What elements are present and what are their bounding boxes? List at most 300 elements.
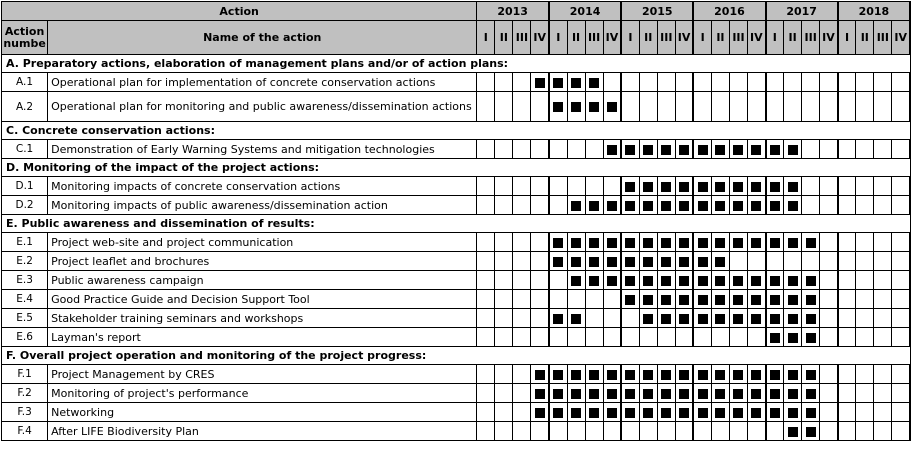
quarter-cell [802, 328, 820, 347]
section-row [2, 122, 911, 140]
activity-marker [607, 408, 617, 418]
quarter-cell [567, 271, 585, 290]
activity-marker [788, 427, 798, 437]
activity-marker [589, 389, 599, 399]
activity-marker [535, 408, 545, 418]
quarter-cell [802, 384, 820, 403]
quarter-cell [693, 92, 711, 122]
quarter-cell [603, 177, 621, 196]
quarter-cell [784, 92, 802, 122]
quarter-cell [711, 290, 729, 309]
quarter-cell [856, 328, 874, 347]
quarter-cell [693, 177, 711, 196]
quarter-cell [567, 403, 585, 422]
quarter-cell [495, 196, 513, 215]
activity-marker [751, 389, 761, 399]
activity-marker [806, 333, 816, 343]
quarter-cell [513, 177, 531, 196]
quarter-cell [657, 73, 675, 92]
activity-marker [571, 314, 581, 324]
activity-marker [733, 201, 743, 211]
quarter-cell [657, 403, 675, 422]
quarter-cell [657, 196, 675, 215]
quarter-cell [748, 252, 766, 271]
quarter-cell [729, 140, 747, 159]
activity-marker [751, 295, 761, 305]
activity-marker [751, 314, 761, 324]
quarter-cell [603, 92, 621, 122]
quarter-cell [603, 252, 621, 271]
activity-marker [625, 145, 635, 155]
quarter-header: I [766, 21, 784, 55]
activity-marker [625, 201, 635, 211]
action-code: E.5 [2, 309, 48, 328]
quarter-cell [675, 309, 693, 328]
quarter-cell [513, 422, 531, 441]
activity-marker [589, 257, 599, 267]
activity-marker [698, 238, 708, 248]
quarter-cell [621, 422, 639, 441]
quarter-cell [802, 422, 820, 441]
header-row-quarters [2, 21, 911, 55]
quarter-cell [477, 177, 495, 196]
action-row [2, 290, 911, 309]
quarter-cell [802, 92, 820, 122]
quarter-cell [585, 177, 603, 196]
quarter-cell [639, 252, 657, 271]
action-row [2, 309, 911, 328]
quarter-cell [820, 140, 838, 159]
quarter-cell [874, 73, 892, 92]
activity-marker [679, 389, 689, 399]
quarter-cell [495, 403, 513, 422]
quarter-cell [549, 403, 567, 422]
quarter-cell [784, 73, 802, 92]
activity-marker [698, 295, 708, 305]
activity-marker [679, 182, 689, 192]
action-name: Monitoring impacts of concrete conservation actions [48, 177, 477, 196]
quarter-cell [603, 271, 621, 290]
quarter-cell [639, 403, 657, 422]
quarter-cell [711, 271, 729, 290]
quarter-cell [675, 252, 693, 271]
quarter-cell [621, 403, 639, 422]
quarter-cell [784, 422, 802, 441]
quarter-cell [784, 365, 802, 384]
quarter-cell [802, 196, 820, 215]
quarter-cell [639, 233, 657, 252]
activity-marker [806, 276, 816, 286]
activity-marker [770, 295, 780, 305]
quarter-cell [766, 177, 784, 196]
quarter-header: IV [748, 21, 766, 55]
quarter-cell [603, 365, 621, 384]
quarter-cell [856, 233, 874, 252]
quarter-cell [874, 384, 892, 403]
activity-marker [715, 295, 725, 305]
activity-marker [607, 201, 617, 211]
quarter-cell [820, 309, 838, 328]
quarter-cell [748, 177, 766, 196]
quarter-cell [838, 73, 856, 92]
action-row [2, 177, 911, 196]
activity-marker [661, 295, 671, 305]
quarter-header: II [495, 21, 513, 55]
action-name: Operational plan for implementation of concrete conservation actions [48, 73, 477, 92]
activity-marker [806, 295, 816, 305]
activity-marker [751, 145, 761, 155]
quarter-cell [549, 233, 567, 252]
quarter-cell [639, 92, 657, 122]
quarter-cell [477, 271, 495, 290]
quarter-cell [766, 196, 784, 215]
quarter-header: II [567, 21, 585, 55]
activity-marker [698, 182, 708, 192]
quarter-cell [711, 384, 729, 403]
quarter-cell [513, 403, 531, 422]
quarter-cell [892, 328, 910, 347]
quarter-cell [639, 271, 657, 290]
quarter-cell [856, 365, 874, 384]
quarter-cell [766, 328, 784, 347]
activity-marker [770, 389, 780, 399]
quarter-cell [784, 309, 802, 328]
quarter-cell [675, 177, 693, 196]
action-name: Project leaflet and brochures [48, 252, 477, 271]
quarter-cell [820, 73, 838, 92]
quarter-cell [820, 290, 838, 309]
quarter-cell [621, 233, 639, 252]
activity-marker [535, 78, 545, 88]
quarter-cell [531, 384, 549, 403]
activity-marker [607, 370, 617, 380]
quarter-cell [856, 271, 874, 290]
activity-marker [788, 145, 798, 155]
action-code: F.4 [2, 422, 48, 441]
quarter-cell [657, 252, 675, 271]
action-name: Good Practice Guide and Decision Support Tool [48, 290, 477, 309]
activity-marker [715, 370, 725, 380]
quarter-header: I [549, 21, 567, 55]
quarter-cell [585, 233, 603, 252]
activity-marker [788, 201, 798, 211]
section-row [2, 55, 911, 73]
quarter-cell [856, 403, 874, 422]
quarter-cell [567, 177, 585, 196]
quarter-cell [693, 384, 711, 403]
activity-marker [643, 408, 653, 418]
quarter-cell [838, 384, 856, 403]
quarter-cell [729, 92, 747, 122]
quarter-cell [874, 290, 892, 309]
activity-marker [643, 276, 653, 286]
quarter-cell [784, 140, 802, 159]
activity-marker [733, 145, 743, 155]
quarter-cell [621, 177, 639, 196]
action-row [2, 403, 911, 422]
action-code: D.1 [2, 177, 48, 196]
quarter-cell [748, 290, 766, 309]
quarter-cell [495, 365, 513, 384]
quarter-cell [711, 403, 729, 422]
activity-marker [589, 78, 599, 88]
quarter-cell [513, 309, 531, 328]
action-code: E.4 [2, 290, 48, 309]
quarter-cell [838, 177, 856, 196]
quarter-cell [495, 290, 513, 309]
quarter-cell [477, 328, 495, 347]
quarter-cell [495, 422, 513, 441]
quarter-cell [585, 403, 603, 422]
activity-marker [698, 389, 708, 399]
quarter-cell [784, 233, 802, 252]
quarter-cell [657, 92, 675, 122]
quarter-cell [513, 252, 531, 271]
action-code: F.3 [2, 403, 48, 422]
activity-marker [806, 314, 816, 324]
quarter-cell [784, 252, 802, 271]
activity-marker [715, 389, 725, 399]
quarter-cell [621, 309, 639, 328]
quarter-cell [729, 309, 747, 328]
quarter-cell [729, 196, 747, 215]
activity-marker [806, 389, 816, 399]
quarter-cell [693, 252, 711, 271]
quarter-cell [621, 252, 639, 271]
quarter-header: IV [675, 21, 693, 55]
quarter-cell [892, 384, 910, 403]
quarter-cell [567, 140, 585, 159]
activity-marker [553, 408, 563, 418]
quarter-cell [567, 196, 585, 215]
quarter-cell [838, 140, 856, 159]
quarter-cell [549, 384, 567, 403]
activity-marker [661, 370, 671, 380]
action-header: Action [2, 2, 477, 21]
quarter-cell [784, 290, 802, 309]
activity-marker [643, 201, 653, 211]
activity-marker [770, 333, 780, 343]
activity-marker [571, 389, 581, 399]
section-title: C. Concrete conservation actions: [2, 122, 911, 140]
activity-marker [553, 257, 563, 267]
quarter-cell [693, 422, 711, 441]
quarter-cell [838, 422, 856, 441]
action-name: Stakeholder training seminars and workshops [48, 309, 477, 328]
quarter-cell [766, 140, 784, 159]
action-code: A.1 [2, 73, 48, 92]
quarter-cell [892, 233, 910, 252]
quarter-cell [711, 252, 729, 271]
activity-marker [751, 370, 761, 380]
action-row [2, 384, 911, 403]
quarter-cell [675, 140, 693, 159]
quarter-cell [477, 384, 495, 403]
activity-marker [589, 276, 599, 286]
quarter-cell [693, 309, 711, 328]
quarter-cell [802, 290, 820, 309]
quarter-cell [585, 252, 603, 271]
activity-marker [661, 389, 671, 399]
quarter-header: II [856, 21, 874, 55]
quarter-cell [856, 140, 874, 159]
quarter-cell [495, 73, 513, 92]
activity-marker [661, 145, 671, 155]
quarter-header: III [657, 21, 675, 55]
activity-marker [806, 427, 816, 437]
quarter-cell [748, 233, 766, 252]
quarter-cell [513, 196, 531, 215]
action-name: Networking [48, 403, 477, 422]
quarter-cell [838, 271, 856, 290]
quarter-header: III [874, 21, 892, 55]
quarter-cell [820, 196, 838, 215]
activity-marker [661, 238, 671, 248]
activity-marker [643, 370, 653, 380]
section-row [2, 347, 911, 365]
activity-marker [733, 238, 743, 248]
quarter-cell [495, 233, 513, 252]
activity-marker [679, 408, 689, 418]
activity-marker [806, 238, 816, 248]
quarter-cell [495, 384, 513, 403]
quarter-header: I [838, 21, 856, 55]
quarter-cell [874, 177, 892, 196]
activity-marker [661, 257, 671, 267]
quarter-cell [513, 92, 531, 122]
activity-marker [643, 145, 653, 155]
quarter-cell [567, 365, 585, 384]
activity-marker [607, 145, 617, 155]
quarter-cell [874, 328, 892, 347]
quarter-cell [892, 196, 910, 215]
quarter-cell [892, 92, 910, 122]
section-title: A. Preparatory actions, elaboration of management plans and/or of action plans: [2, 55, 911, 73]
action-code: E.1 [2, 233, 48, 252]
quarter-cell [603, 403, 621, 422]
activity-marker [679, 257, 689, 267]
quarter-cell [549, 140, 567, 159]
activity-marker [625, 238, 635, 248]
year-header: 2014 [549, 2, 621, 21]
activity-marker [679, 370, 689, 380]
quarter-cell [603, 309, 621, 328]
header-row-years [2, 2, 911, 21]
activity-marker [607, 102, 617, 112]
activity-marker [733, 182, 743, 192]
activity-marker [643, 314, 653, 324]
quarter-cell [639, 422, 657, 441]
quarter-cell [477, 92, 495, 122]
quarter-cell [874, 196, 892, 215]
activity-marker [589, 201, 599, 211]
quarter-cell [784, 271, 802, 290]
quarter-header: I [693, 21, 711, 55]
year-header: 2017 [766, 2, 838, 21]
quarter-cell [657, 328, 675, 347]
quarter-cell [711, 365, 729, 384]
quarter-cell [639, 196, 657, 215]
quarter-cell [567, 252, 585, 271]
quarter-header: II [639, 21, 657, 55]
quarter-cell [513, 73, 531, 92]
activity-marker [715, 238, 725, 248]
activity-marker [751, 408, 761, 418]
activity-marker [571, 408, 581, 418]
activity-marker [770, 201, 780, 211]
quarter-cell [477, 252, 495, 271]
activity-marker [788, 389, 798, 399]
quarter-cell [585, 422, 603, 441]
action-name: Monitoring impacts of public awareness/dissemination action [48, 196, 477, 215]
quarter-cell [603, 73, 621, 92]
quarter-cell [729, 271, 747, 290]
activity-marker [643, 295, 653, 305]
activity-marker [770, 276, 780, 286]
quarter-cell [639, 73, 657, 92]
quarter-cell [874, 140, 892, 159]
quarter-cell [748, 422, 766, 441]
quarter-cell [585, 92, 603, 122]
quarter-cell [675, 422, 693, 441]
activity-marker [679, 295, 689, 305]
quarter-cell [838, 92, 856, 122]
quarter-header: IV [603, 21, 621, 55]
quarter-cell [856, 177, 874, 196]
activity-marker [553, 389, 563, 399]
quarter-cell [621, 328, 639, 347]
activity-marker [698, 201, 708, 211]
quarter-cell [513, 290, 531, 309]
quarter-cell [820, 252, 838, 271]
quarter-header: III [513, 21, 531, 55]
quarter-cell [892, 177, 910, 196]
activity-marker [715, 257, 725, 267]
quarter-cell [477, 140, 495, 159]
quarter-header: IV [820, 21, 838, 55]
quarter-cell [621, 271, 639, 290]
quarter-header: III [802, 21, 820, 55]
quarter-cell [549, 290, 567, 309]
quarter-cell [802, 73, 820, 92]
quarter-cell [892, 140, 910, 159]
quarter-cell [892, 252, 910, 271]
action-row [2, 92, 911, 122]
quarter-cell [838, 403, 856, 422]
quarter-cell [856, 290, 874, 309]
quarter-cell [531, 92, 549, 122]
section-title: D. Monitoring of the impact of the project actions: [2, 159, 911, 177]
quarter-cell [567, 328, 585, 347]
quarter-cell [531, 290, 549, 309]
quarter-cell [657, 140, 675, 159]
activity-marker [788, 408, 798, 418]
activity-marker [625, 295, 635, 305]
activity-marker [571, 78, 581, 88]
quarter-cell [603, 233, 621, 252]
activity-marker [733, 370, 743, 380]
quarter-header: I [621, 21, 639, 55]
quarter-cell [675, 233, 693, 252]
quarter-cell [784, 177, 802, 196]
quarter-cell [549, 177, 567, 196]
activity-marker [698, 276, 708, 286]
action-code: E.2 [2, 252, 48, 271]
quarter-cell [729, 384, 747, 403]
activity-marker [571, 238, 581, 248]
quarter-cell [621, 384, 639, 403]
quarter-cell [693, 290, 711, 309]
